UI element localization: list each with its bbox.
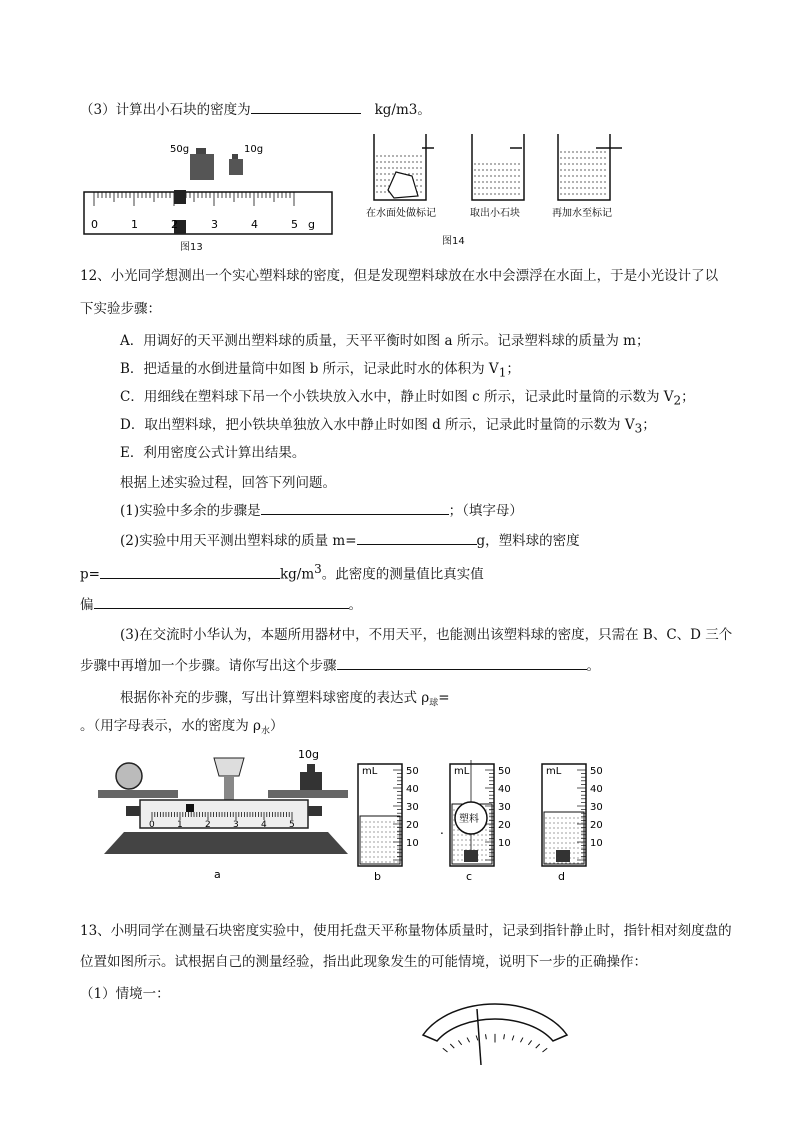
weight-50g-knob bbox=[196, 148, 206, 154]
q12-line2: 下实验步骤： bbox=[80, 301, 161, 317]
answer-blank[interactable] bbox=[261, 501, 449, 515]
weight-10g bbox=[300, 772, 322, 790]
label-d: d bbox=[558, 870, 565, 883]
figures-abcd bbox=[96, 746, 716, 886]
beaker1-caption: 在水面处做标记 bbox=[366, 208, 436, 219]
weight-10g bbox=[229, 159, 243, 175]
q12-density-line: $p= kg/m^3$。此密度的测量值比真实值 bbox=[80, 562, 484, 583]
weight-50g bbox=[190, 154, 214, 180]
cylinder-tick-label: 40 bbox=[498, 784, 511, 795]
cylinder-tick-label: 20 bbox=[590, 820, 603, 831]
cylinder-tick-label: 10 bbox=[498, 838, 511, 849]
cylinder-d bbox=[542, 764, 603, 883]
svg-text:.: . bbox=[440, 823, 444, 837]
scale-number: 0 bbox=[91, 218, 98, 231]
base bbox=[104, 832, 348, 854]
cylinder-c bbox=[450, 760, 511, 883]
scale-number: 3 bbox=[211, 218, 218, 231]
cylinder-unit: mL bbox=[362, 766, 378, 777]
beam-number: 5 bbox=[289, 820, 295, 830]
q12-sub3-line2: 步骤中再增加一个步骤。请你写出这个步骤 。 bbox=[80, 658, 600, 674]
cylinder-tick-label: 30 bbox=[498, 802, 511, 813]
q12-note-line: 。（用字母表示，水的密度为 $\rho_水$） bbox=[80, 718, 284, 737]
cylinder-tick-label: 10 bbox=[406, 838, 419, 849]
figure-13-balance-scale bbox=[80, 132, 340, 250]
answer-blank[interactable] bbox=[100, 565, 280, 579]
scale-number: 4 bbox=[251, 218, 258, 231]
cylinder-tick-label: 20 bbox=[498, 820, 511, 831]
cylinder-b bbox=[358, 764, 419, 883]
answer-blank[interactable] bbox=[251, 100, 361, 114]
scale-number: g bbox=[308, 218, 315, 231]
weight-label: 10g bbox=[298, 748, 319, 761]
q11-part3-unit: kg/m3。 bbox=[374, 102, 431, 118]
q13-line2: 位置如图所示。试根据自己的测量经验，指出此现象发生的可能情境，说明下一步的正确操作： bbox=[80, 954, 647, 970]
cylinder-tick-label: 50 bbox=[590, 766, 603, 777]
scale-number: 5 bbox=[291, 218, 298, 231]
label-50g: 50g bbox=[170, 144, 190, 155]
step-a: A．用调好的天平测出塑料球的质量，天平平衡时如图 a 所示。记录塑料球的质量为 m； bbox=[120, 333, 650, 349]
balance-a bbox=[98, 748, 348, 881]
weight-10g-knob bbox=[232, 154, 238, 159]
answer-blank[interactable] bbox=[357, 531, 477, 545]
q12-sub3-line1: (3)在交流时小华认为，本题所用器材中，不用天平，也能测出该塑料球的密度，只需在 B、C、D 三个 bbox=[120, 627, 733, 643]
scale-number: 2 bbox=[171, 218, 178, 231]
beam-number: 4 bbox=[261, 820, 267, 830]
cylinder-tick-label: 20 bbox=[406, 820, 419, 831]
step-c: C．用细线在塑料球下吊一个小铁块放入水中，静止时如图 c 所示，记录此时量筒的示数为 $V_2$； bbox=[120, 389, 695, 408]
q13-line1: 13、小明同学在测量石块密度实验中，使用托盘天平称量物体质量时，记录到指针静止时，指针相对刻度盘的 bbox=[80, 923, 732, 939]
beam-number: 1 bbox=[177, 820, 183, 830]
step-e: E．利用密度公式计算出结果。 bbox=[120, 445, 306, 461]
cylinder-tick-label: 40 bbox=[406, 784, 419, 795]
iron-block bbox=[556, 850, 570, 862]
iron-block bbox=[464, 850, 478, 862]
cylinder-unit: mL bbox=[546, 766, 562, 777]
ball-label: 塑料 bbox=[459, 814, 479, 825]
plastic-ball bbox=[116, 763, 142, 789]
label-10g: 10g bbox=[244, 144, 264, 155]
step-b: B．把适量的水倒进量筒中如图 b 所示，记录此时水的体积为 $V_1$； bbox=[120, 361, 520, 380]
rider-top bbox=[174, 190, 186, 204]
label-c: c bbox=[466, 870, 473, 883]
q11-part3 bbox=[80, 98, 431, 118]
q12-expression-line: 根据你补充的步骤，写出计算塑料球密度的表达式 $\rho_球=$ bbox=[120, 690, 450, 709]
q11-part3-prefix: （3）计算出小石块的密度为 bbox=[80, 102, 251, 118]
scale-dial bbox=[214, 758, 244, 776]
scale-number: 1 bbox=[131, 218, 138, 231]
figure-14-beakers bbox=[360, 130, 630, 225]
cylinder-tick-label: 30 bbox=[406, 802, 419, 813]
beam-number: 2 bbox=[205, 820, 211, 830]
cylinder-unit: mL bbox=[454, 766, 470, 777]
right-pan bbox=[268, 790, 348, 798]
beaker3-caption: 再加水至标记 bbox=[552, 208, 612, 219]
q12-sub2: (2)实验中用天平测出塑料球的质量 m= g，塑料球的密度 bbox=[120, 533, 580, 549]
label-b: b bbox=[374, 870, 381, 883]
cylinder-tick-label: 50 bbox=[406, 766, 419, 777]
label-a: a bbox=[214, 868, 221, 881]
step-d: D．取出塑料球，把小铁块单独放入水中静止时如图 d 所示，记录此时量筒的示数为 $V_3$； bbox=[120, 417, 656, 436]
beaker2-caption: 取出小石块 bbox=[470, 208, 520, 219]
cylinder-tick-label: 30 bbox=[590, 802, 603, 813]
beam-number: 3 bbox=[233, 820, 239, 830]
answer-blank[interactable] bbox=[94, 595, 349, 609]
answer-blank[interactable] bbox=[337, 656, 587, 670]
figure-13-caption: 图13 bbox=[180, 242, 203, 253]
left-pan bbox=[98, 790, 178, 798]
beam-number: 0 bbox=[149, 820, 155, 830]
cylinder-tick-label: 10 bbox=[590, 838, 603, 849]
balance-pointer-dial bbox=[415, 995, 575, 1070]
q12-line1: 12、小光同学想测出一个实心塑料球的密度，但是发现塑料球放在水中会漂浮在水面上，于是小光设计了以 bbox=[80, 268, 719, 284]
figure-14-caption: 图14 bbox=[442, 236, 465, 247]
cylinder-tick-label: 40 bbox=[590, 784, 603, 795]
q12-intro: 根据上述实验过程，回答下列问题。 bbox=[120, 475, 336, 491]
cylinder-tick-label: 50 bbox=[498, 766, 511, 777]
q13-case1: （1）情境一： bbox=[80, 986, 170, 1002]
q12-bias-line: 偏 。 bbox=[80, 597, 362, 613]
beam bbox=[140, 800, 308, 828]
q12-sub1: (1)实验中多余的步骤是 ；（填字母） bbox=[120, 503, 523, 519]
